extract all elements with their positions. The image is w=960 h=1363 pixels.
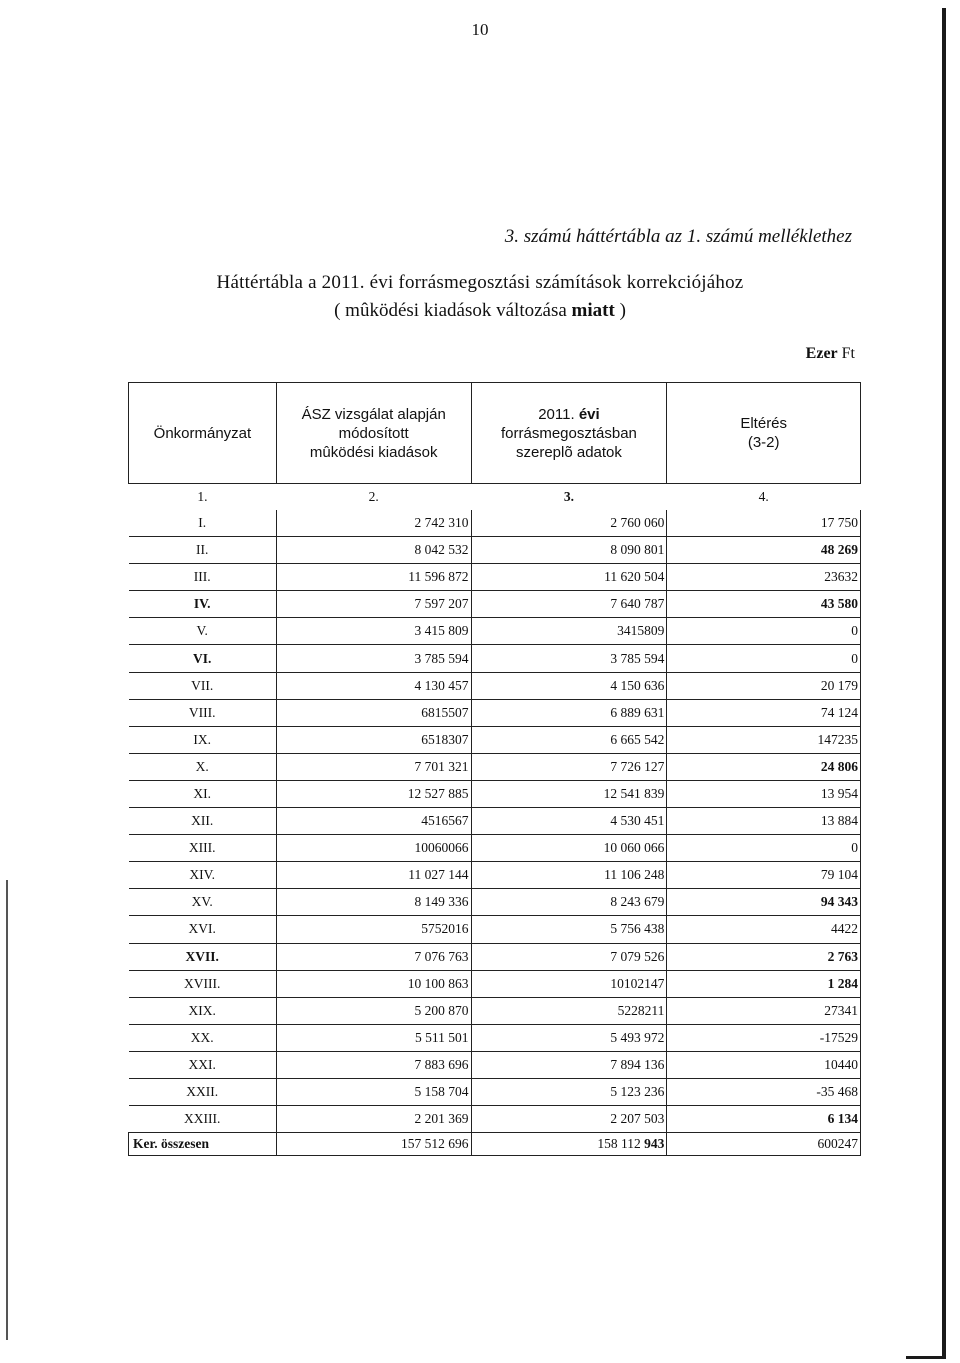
row-col3: 4 150 636 — [471, 672, 667, 699]
row-col4: 79 104 — [667, 862, 861, 889]
reference-note: 3. számú háttértábla az 1. számú melléklethez — [504, 226, 852, 247]
table-row — [129, 618, 861, 645]
total-col3-pre: 158 112 — [597, 1136, 641, 1152]
total-col2: 157 512 696 — [276, 1133, 471, 1156]
row-name: III. — [129, 564, 277, 591]
row-name: XVI. — [129, 916, 277, 943]
table-row — [129, 564, 861, 591]
table-row — [129, 997, 861, 1024]
total-col3 — [471, 1133, 667, 1156]
row-col3: 5 123 236 — [471, 1078, 667, 1105]
table-row — [129, 1024, 861, 1051]
header-col3 — [471, 383, 667, 484]
page-title: Háttértábla a 2011. évi forrásmegosztási számítások korrekciójához — [216, 272, 744, 293]
row-col2: 3 415 809 — [276, 618, 471, 645]
row-col2: 3 785 594 — [276, 645, 471, 672]
header-col2 — [276, 383, 471, 484]
row-name: XXIII. — [129, 1106, 277, 1133]
row-col3: 7 726 127 — [471, 753, 667, 780]
row-col2: 11 596 872 — [276, 564, 471, 591]
row-col4: 4422 — [667, 916, 861, 943]
row-col4: 2 763 — [667, 943, 861, 970]
page-subtitle — [0, 300, 960, 322]
row-col3: 2 207 503 — [471, 1106, 667, 1133]
table-row — [129, 1078, 861, 1105]
data-table — [128, 382, 861, 1156]
row-name: XXI. — [129, 1051, 277, 1078]
column-number-row — [129, 484, 861, 511]
row-col3: 11 620 504 — [471, 564, 667, 591]
row-col3: 5 493 972 — [471, 1024, 667, 1051]
row-col4: 13 884 — [667, 808, 861, 835]
colnum-1: 1. — [197, 489, 208, 504]
row-col3: 12 541 839 — [471, 780, 667, 807]
total-label: Ker. összesen — [129, 1133, 277, 1156]
page-number: 10 — [471, 20, 489, 39]
header-col3-year: 2011. — [538, 405, 575, 423]
row-col2: 4 130 457 — [276, 672, 471, 699]
table-row — [129, 970, 861, 997]
row-col2: 2 742 310 — [276, 510, 471, 537]
header-col3-evi: évi — [578, 405, 600, 423]
row-col2: 8 042 532 — [276, 537, 471, 564]
colnum-2: 2. — [368, 489, 379, 504]
row-col2: 10 100 863 — [276, 970, 471, 997]
row-col4: 0 — [667, 645, 861, 672]
row-col4: 1 284 — [667, 970, 861, 997]
table-row — [129, 537, 861, 564]
row-col2: 6815507 — [276, 699, 471, 726]
row-name: I. — [129, 510, 277, 537]
row-col4: 20 179 — [667, 672, 861, 699]
table-body — [129, 484, 861, 1133]
row-name: XIV. — [129, 862, 277, 889]
bottom-corner-rule — [906, 1356, 946, 1359]
row-col3: 6 665 542 — [471, 726, 667, 753]
row-col2: 7 883 696 — [276, 1051, 471, 1078]
row-col3: 8 090 801 — [471, 537, 667, 564]
row-col3: 8 243 679 — [471, 889, 667, 916]
header-col4 — [667, 383, 861, 484]
table-row — [129, 1051, 861, 1078]
row-col4: 27341 — [667, 997, 861, 1024]
table-row — [129, 726, 861, 753]
row-col3: 5 756 438 — [471, 916, 667, 943]
row-col3: 7 894 136 — [471, 1051, 667, 1078]
right-margin-rule — [942, 8, 946, 1358]
table-row — [129, 591, 861, 618]
colnum-4: 4. — [758, 489, 769, 504]
row-col4: 13 954 — [667, 780, 861, 807]
unit-rest: Ft — [841, 345, 855, 362]
row-col4: 17 750 — [667, 510, 861, 537]
row-col4: 23632 — [667, 564, 861, 591]
row-name: VI. — [129, 645, 277, 672]
row-name: XIII. — [129, 835, 277, 862]
row-col3: 6 889 631 — [471, 699, 667, 726]
row-col2: 7 597 207 — [276, 591, 471, 618]
row-name: VIII. — [129, 699, 277, 726]
row-name: IV. — [129, 591, 277, 618]
row-col2: 4516567 — [276, 808, 471, 835]
total-col4: 600247 — [667, 1133, 861, 1156]
row-col4: 24 806 — [667, 753, 861, 780]
row-col3: 2 760 060 — [471, 510, 667, 537]
row-col2: 10060066 — [276, 835, 471, 862]
row-name: XIX. — [129, 997, 277, 1024]
table-row — [129, 510, 861, 537]
total-row — [129, 1133, 861, 1156]
row-name: II. — [129, 537, 277, 564]
row-col2: 12 527 885 — [276, 780, 471, 807]
header-col3-line2: forrásmegosztásban — [501, 424, 637, 442]
table-row — [129, 862, 861, 889]
row-col3: 11 106 248 — [471, 862, 667, 889]
table-row — [129, 699, 861, 726]
row-col4: 94 343 — [667, 889, 861, 916]
subtitle-post: ) — [619, 300, 626, 321]
table-row — [129, 808, 861, 835]
header-col4-line2: (3-2) — [747, 434, 780, 451]
row-col3: 3415809 — [471, 618, 667, 645]
row-col4: 43 580 — [667, 591, 861, 618]
row-name: X. — [129, 753, 277, 780]
row-name: XX. — [129, 1024, 277, 1051]
row-col2: 7 701 321 — [276, 753, 471, 780]
row-col3: 10102147 — [471, 970, 667, 997]
row-col3: 7 079 526 — [471, 943, 667, 970]
header-col2-line2: módosított — [338, 424, 409, 442]
unit-bold: Ezer — [805, 345, 838, 362]
row-col4: 0 — [667, 835, 861, 862]
row-col4: 147235 — [667, 726, 861, 753]
row-col2: 5 511 501 — [276, 1024, 471, 1051]
row-col4: -35 468 — [667, 1078, 861, 1105]
table-row — [129, 645, 861, 672]
table-row — [129, 943, 861, 970]
row-col3: 4 530 451 — [471, 808, 667, 835]
row-col3: 7 640 787 — [471, 591, 667, 618]
table-row — [129, 1106, 861, 1133]
row-name: VII. — [129, 672, 277, 699]
row-name: XVIII. — [129, 970, 277, 997]
row-col2: 6518307 — [276, 726, 471, 753]
table-row — [129, 753, 861, 780]
table-row — [129, 916, 861, 943]
row-col2: 7 076 763 — [276, 943, 471, 970]
row-col4: 0 — [667, 618, 861, 645]
row-col4: 74 124 — [667, 699, 861, 726]
total-col3-bold: 943 — [644, 1136, 665, 1152]
table-row — [129, 780, 861, 807]
header-col3-line1 — [472, 405, 667, 424]
row-name: XVII. — [129, 943, 277, 970]
row-name: V. — [129, 618, 277, 645]
row-col4: 48 269 — [667, 537, 861, 564]
header-col4-line1: Eltérés — [740, 415, 788, 432]
row-col4: 6 134 — [667, 1106, 861, 1133]
row-name: IX. — [129, 726, 277, 753]
row-name: XI. — [129, 780, 277, 807]
colnum-3: 3. — [563, 489, 575, 504]
row-col3: 5228211 — [471, 997, 667, 1024]
row-col3: 3 785 594 — [471, 645, 667, 672]
table-header-row — [129, 383, 861, 484]
table-row — [129, 835, 861, 862]
row-col2: 5 158 704 — [276, 1078, 471, 1105]
subtitle-bold: miatt — [571, 300, 615, 321]
row-name: XV. — [129, 889, 277, 916]
row-col2: 11 027 144 — [276, 862, 471, 889]
row-col2: 5 200 870 — [276, 997, 471, 1024]
row-col2: 5752016 — [276, 916, 471, 943]
row-name: XXII. — [129, 1078, 277, 1105]
table-row — [129, 889, 861, 916]
table-row — [129, 672, 861, 699]
row-col3: 10 060 066 — [471, 835, 667, 862]
header-col3-line3: szereplõ adatok — [516, 443, 622, 461]
row-col2: 8 149 336 — [276, 889, 471, 916]
header-col2-line1: ÁSZ vizsgálat alapján — [301, 405, 446, 423]
header-col1: Önkormányzat — [129, 383, 277, 484]
row-col4: 10440 — [667, 1051, 861, 1078]
unit-label — [806, 345, 855, 363]
header-col2-line3: mûködési kiadások — [309, 443, 438, 461]
subtitle-pre: ( mûködési kiadások változása — [334, 300, 567, 321]
row-col2: 2 201 369 — [276, 1106, 471, 1133]
row-name: XII. — [129, 808, 277, 835]
row-col4: -17529 — [667, 1024, 861, 1051]
left-margin-rule — [6, 880, 8, 1340]
